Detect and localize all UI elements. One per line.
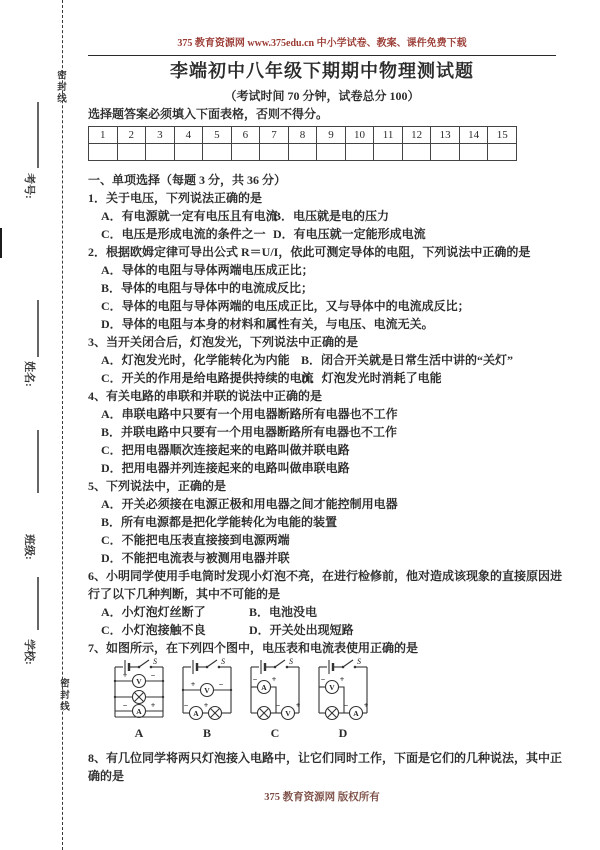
- circuit-label-d: D: [338, 726, 348, 740]
- answer-blank-cell: [488, 144, 517, 161]
- answer-number-cell: 11: [374, 127, 403, 144]
- answer-blank-cell: [117, 144, 146, 161]
- voltmeter-icon: V: [285, 709, 291, 718]
- answer-number-cell: 14: [459, 127, 488, 144]
- question-5-stem: 5、下列说法中，正确的是: [88, 479, 227, 493]
- option: B．电压就是电的压力: [273, 209, 390, 223]
- answer-number-cell: 1: [89, 127, 118, 144]
- answer-number-cell: 12: [402, 127, 431, 144]
- plus-sign: +: [271, 675, 277, 684]
- option: B．导体的电阻与导体中的电流成反比；: [101, 281, 314, 295]
- answer-blank-cell: [374, 144, 403, 161]
- answer-number-cell: 5: [203, 127, 232, 144]
- answer-number-cell: 3: [146, 127, 175, 144]
- ammeter-icon: A: [261, 683, 267, 692]
- option: D．把用电器并列连接起来的电路叫做串联电路: [101, 461, 350, 475]
- answer-number-cell: 15: [488, 127, 517, 144]
- question-1-options-ab: [88, 207, 556, 225]
- question-3-options-ab: [88, 351, 556, 369]
- answer-blank-cell: [146, 144, 175, 161]
- voltmeter-icon: V: [329, 683, 335, 692]
- answer-blank-cell: [288, 144, 317, 161]
- option: D．不能把电流表与被测用电器并联: [101, 551, 290, 565]
- question-8: [88, 749, 563, 785]
- circuit-option-b: [178, 657, 236, 740]
- voltmeter-icon: V: [204, 686, 210, 695]
- seal-text-top: 密封线: [55, 70, 65, 105]
- answer-blank-cell: [459, 144, 488, 161]
- answer-number-cell: 7: [260, 127, 289, 144]
- seal-dashed-line: [62, 0, 63, 850]
- answer-note: 选择题答案必须填入下面表格，否则不得分。: [88, 107, 329, 121]
- question-1-stem: 1．关于电压，下列说法正确的是: [88, 191, 263, 205]
- option: A．灯泡发光时，化学能转化为内能: [101, 353, 290, 367]
- answer-number-cell: 6: [231, 127, 260, 144]
- switch-label: S: [153, 657, 157, 666]
- seal-text-bottom: 密封线: [58, 678, 68, 713]
- option: C．电压是形成电流的条件之一: [101, 227, 266, 241]
- header-rule: [88, 55, 556, 56]
- writein-line: [37, 300, 39, 357]
- section-heading: 一、单项选择（每题 3 分，共 36 分）: [88, 173, 287, 187]
- option: B．闭合开关就是日常生活中讲的“关灯”: [301, 353, 514, 367]
- answer-blank-cell: [203, 144, 232, 161]
- question-7-figure: [110, 657, 556, 741]
- plus-sign: +: [203, 701, 209, 710]
- circuit-diagram-c: [246, 657, 304, 725]
- option: D．导体的电阻与本身的材料和属性有关，与电压、电流无关。: [101, 317, 434, 331]
- copyright-footer: 375 教育资源网 版权所有: [264, 792, 380, 803]
- option: D．有电压就一定能形成电流: [273, 227, 426, 241]
- question-7-stem: 7、如图所示，在下列四个图中，电压表和电流表使用正确的是: [88, 641, 419, 655]
- minus-sign: −: [320, 675, 326, 684]
- switch-label: S: [357, 657, 361, 666]
- ammeter-icon: A: [353, 709, 359, 718]
- answer-table-number-row: [89, 127, 517, 144]
- answer-table: [88, 126, 517, 161]
- circuit-diagram-b: [178, 657, 236, 725]
- answer-number-cell: 10: [345, 127, 374, 144]
- answer-number-cell: 8: [288, 127, 317, 144]
- option: A．导体的电阻与导体两端电压成正比；: [101, 263, 314, 277]
- plus-sign: +: [150, 701, 156, 710]
- paper-content: [88, 0, 563, 804]
- question-8-stem-line1: 8、有几位同学将两只灯泡接入电路中，让它们同时工作，下面是它们的几种说法，其中正: [88, 751, 563, 765]
- answer-blank-cell: [402, 144, 431, 161]
- answer-number-cell: 13: [431, 127, 460, 144]
- option: C．不能把电压表直接接到电源两端: [101, 533, 290, 547]
- circuit-label-b: B: [202, 726, 211, 740]
- answer-blank-cell: [431, 144, 460, 161]
- option: D．灯泡发光时消耗了电能: [301, 371, 442, 385]
- writein-line: [37, 102, 39, 168]
- plus-sign: +: [122, 671, 128, 680]
- answer-table-blank-row: [89, 144, 517, 161]
- paper-subtitle: （考试时间 70 分钟，试卷总分 100）: [224, 89, 420, 103]
- scan-artifact: [0, 228, 2, 258]
- answer-blank-cell: [174, 144, 203, 161]
- plus-sign: +: [295, 701, 301, 710]
- question-4-stem: 4、有关电路的串联和并联的说法中正确的是: [88, 389, 323, 403]
- minus-sign: −: [218, 680, 224, 689]
- question-6-options-ab: [88, 603, 556, 621]
- paper-title: 李端初中八年级下期期中物理测试题: [170, 61, 474, 81]
- writein-line: [37, 577, 39, 630]
- plus-sign: +: [339, 675, 345, 684]
- question-1-options-cd: [88, 225, 556, 243]
- question-6-stem-line2: 行了以下几种判断，其中不可能的是: [88, 587, 281, 601]
- site-header-notice: 375 教育资源网 www.375edu.cn 中小学试卷、教案、课件免费下载: [177, 38, 467, 49]
- switch-label: S: [221, 657, 225, 666]
- answer-number-cell: 9: [317, 127, 346, 144]
- option: C．开关的作用是给电路提供持续的电流: [101, 371, 314, 385]
- option: B．所有电源都是把化学能转化为电能的装置: [101, 515, 338, 529]
- voltmeter-icon: V: [136, 677, 142, 686]
- answer-blank-cell: [345, 144, 374, 161]
- circuit-option-c: [246, 657, 304, 740]
- question-6-options-cd: [88, 621, 556, 639]
- minus-sign: −: [343, 701, 349, 710]
- answer-blank-cell: [89, 144, 118, 161]
- question-6-stem-line1: 6、小明同学使用手电筒时发现小灯泡不亮，在进行检修前，他对造成该现象的直接原因进: [88, 569, 563, 583]
- ammeter-icon: A: [136, 707, 142, 716]
- option: D．开关处出现短路: [249, 623, 354, 637]
- switch-label: S: [289, 657, 293, 666]
- option: B．电池没电: [249, 605, 318, 619]
- circuit-diagram-d: [314, 657, 372, 725]
- minus-sign: −: [252, 675, 258, 684]
- minus-sign: −: [122, 701, 128, 710]
- minus-sign: −: [183, 701, 189, 710]
- circuit-diagram-a: [110, 657, 168, 725]
- ammeter-icon: A: [193, 709, 199, 718]
- answer-number-cell: 2: [117, 127, 146, 144]
- option: A．串联电路中只要有一个用电器断路所有电器也不工作: [101, 407, 398, 421]
- question-2-stem: 2．根据欧姆定律可导出公式 R＝U/I，依此可测定导体的电阻，下列说法中正确的是: [88, 245, 531, 259]
- answer-blank-cell: [260, 144, 289, 161]
- plus-sign: +: [190, 680, 196, 689]
- minus-sign: −: [275, 701, 281, 710]
- answer-blank-cell: [231, 144, 260, 161]
- option: C．把用电器顺次连接起来的电路叫做并联电路: [101, 443, 350, 457]
- exam-number-label: 考号:: [23, 173, 35, 199]
- option: B．并联电路中只要有一个用电器断路所有电器也不工作: [101, 425, 398, 439]
- option: A．有电源就一定有电压且有电流: [101, 209, 278, 223]
- circuit-label-a: A: [134, 726, 144, 740]
- question-8-stem-line2: 确的是: [88, 769, 125, 783]
- circuit-label-c: C: [270, 726, 280, 740]
- question-3-stem: 3、当开关闭合后，灯泡发光，下列说法中正确的是: [88, 335, 359, 349]
- answer-blank-cell: [317, 144, 346, 161]
- option: C．小灯泡接触不良: [101, 623, 206, 637]
- option: C．导体的电阻与导体两端的电压成正比，又与导体中的电流成反比；: [101, 299, 470, 313]
- student-name-label: 姓名:: [23, 361, 35, 387]
- option: A．开关必须接在电源正极和用电器之间才能控制用电器: [101, 497, 398, 511]
- plus-sign: +: [363, 701, 369, 710]
- circuit-option-a: [110, 657, 168, 740]
- minus-sign: −: [150, 671, 156, 680]
- question-3-options-cd: [88, 369, 556, 387]
- writein-line: [37, 430, 39, 493]
- school-label: 学校:: [23, 639, 35, 665]
- answer-number-cell: 4: [174, 127, 203, 144]
- option: A．小灯泡灯丝断了: [101, 605, 206, 619]
- circuit-option-d: [314, 657, 372, 740]
- class-label: 班级:: [23, 534, 35, 560]
